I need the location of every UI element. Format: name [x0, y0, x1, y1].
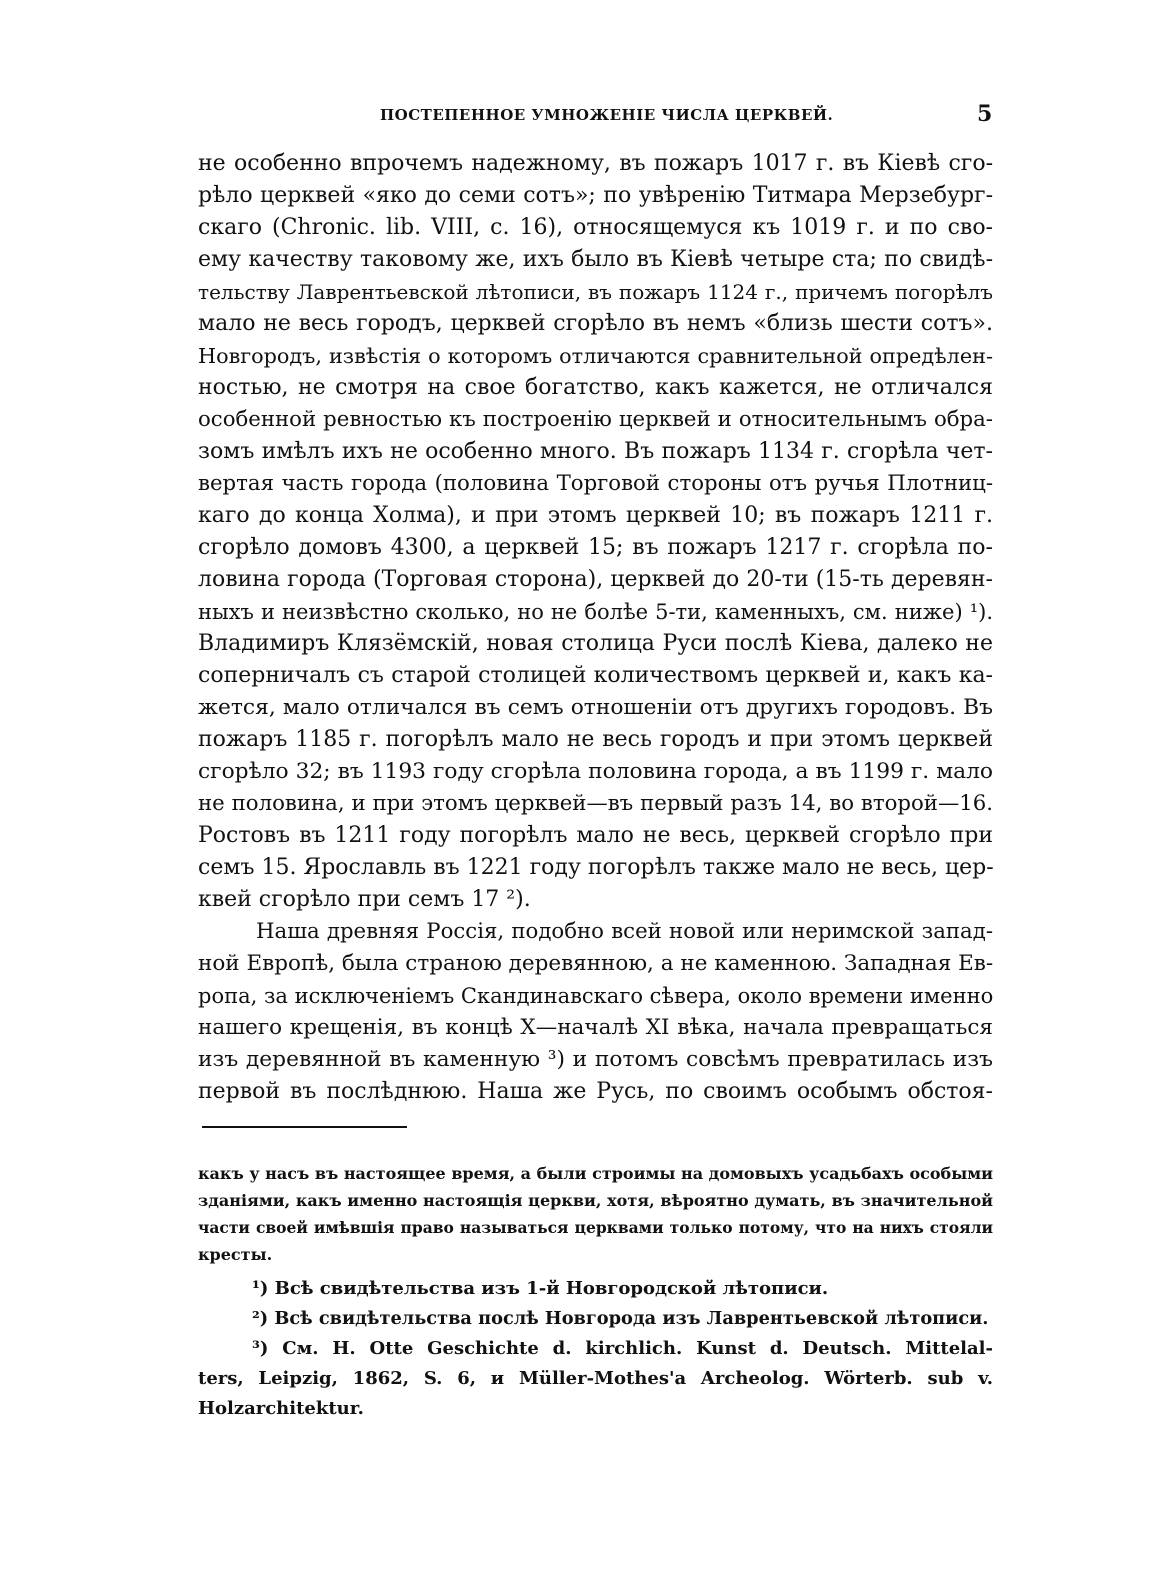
text-line: сгорѣло 32; въ 1193 году сгорѣла половина города, а въ 1199 г. мало — [198, 759, 993, 784]
text-line: ной Европѣ, была страною деревянною, а не каменною. Западная Ев- — [198, 951, 994, 976]
text-line: ныхъ и неизвѣстно сколько, но не болѣе 5-ти, каменныхъ, см. ниже) ¹). — [198, 600, 993, 624]
text-line: каго до конца Холма), и при этомъ церквей 10; въ пожаръ 1211 г. — [198, 503, 993, 528]
text-line: семъ 15. Ярославль въ 1221 году погорѣлъ также мало не весь, цер- — [198, 855, 994, 880]
text-line: ловина города (Торговая сторона), церквей до 20-ти (15-ть деревян- — [198, 567, 993, 592]
text-line: Новгородъ, извѣстія о которомъ отличаются сравнительной опредѣлен- — [198, 344, 993, 368]
text-line: первой въ послѣднюю. Наша же Русь, по своимъ особымъ обстоя- — [198, 1079, 993, 1104]
text-line: скаго (Chronic. lib. VIII, c. 16), относящемуся къ 1019 г. и по сво- — [198, 215, 993, 240]
footnote-line: кресты. — [198, 1245, 273, 1264]
text-line: сгорѣло домовъ 4300, а церквей 15; въ пожаръ 1217 г. сгорѣла по- — [198, 535, 993, 560]
text-line: особенной ревностью къ построенію церквей и относительнымъ обра- — [198, 407, 993, 432]
paragraph-first-line: Наша древняя Россія, подобно всей новой или неримской запад- — [256, 919, 993, 944]
footnote-line: какъ у насъ въ настоящее время, а были строимы на домовыхъ усадьбахъ особыми — [198, 1164, 993, 1183]
text-line: квей сгорѣло при семъ 17 ²). — [198, 887, 531, 912]
footnote-line: части своей имѣвшія право называться церквами только потому, что на нихъ стояли — [198, 1218, 993, 1237]
text-line: Владимиръ Клязёмскій, новая столица Руси послѣ Кіева, далеко не — [198, 631, 993, 656]
footnote-2: ²) Всѣ свидѣтельства послѣ Новгорода изъ Лаврентьевской лѣтописи. — [252, 1308, 989, 1329]
main-text — [198, 148, 993, 1108]
text-line: рѣло церквей «яко до семи сотъ»; по увѣренію Титмара Мерзебург- — [198, 183, 993, 208]
text-line: жется, мало отличался въ семъ отношеніи отъ другихъ городовъ. Въ — [198, 695, 993, 720]
text-line: тельству Лаврентьевской лѣтописи, въ пожаръ 1124 г., причемъ погорѣлъ — [198, 280, 993, 304]
footnote-1: ¹) Всѣ свидѣтельства изъ 1-й Новгородской лѣтописи. — [252, 1278, 829, 1299]
footnote-divider — [202, 1126, 407, 1128]
text-line: мало не весь городъ, церквей сгорѣло въ немъ «близь шести сотъ». — [198, 311, 993, 336]
footnote-line: Holzarchitektur. — [198, 1398, 364, 1419]
text-line: нашего крещенія, въ концѣ X—началѣ XI вѣка, начала превращаться — [198, 1015, 993, 1040]
text-line: ностью, не смотря на свое богатство, какъ кажется, не отличался — [198, 375, 993, 400]
text-line: ропа, за исключеніемъ Скандинавскаго сѣвера, около времени именно — [198, 984, 994, 1008]
text-line: ему качеству таковому же, ихъ было въ Кіевѣ четыре ста; по свидѣ- — [198, 247, 993, 272]
text-line: соперничалъ съ старой столицей количествомъ церквей и, какъ ка- — [198, 663, 993, 688]
text-line: вертая часть города (половина Торговой стороны отъ ручья Плотниц- — [198, 471, 993, 496]
page-number: 5 — [977, 101, 993, 127]
text-line: изъ деревянной въ каменную ³) и потомъ совсѣмъ превратилась изъ — [198, 1047, 993, 1072]
footnote-3: ³) См. H. Otte Geschichte d. kirchlich. Kunst d. Deutsch. Mittelal- — [252, 1338, 993, 1359]
text-line: не особенно впрочемъ надежному, въ пожаръ 1017 г. въ Кіевѣ сго- — [198, 151, 993, 176]
footnote-line: ters, Leipzig, 1862, S. 6, и Müller-Mothes'a Archeolog. Wörterb. sub v. — [198, 1368, 993, 1389]
text-line: пожаръ 1185 г. погорѣлъ мало не весь городъ и при этомъ церквей — [198, 727, 993, 752]
footnote-line: зданіями, какъ именно настоящія церкви, хотя, вѣроятно думать, въ значительной — [198, 1191, 993, 1210]
text-line: не половина, и при этомъ церквей—въ первый разъ 14, во второй—16. — [198, 791, 993, 816]
text-line: зомъ имѣлъ ихъ не особенно много. Въ пожаръ 1134 г. сгорѣла чет- — [198, 439, 993, 464]
text-line: Ростовъ въ 1211 году погорѣлъ мало не весь, церквей сгорѣло при — [198, 823, 993, 848]
running-title: ПОСТЕПЕННОЕ УМНОЖЕНІЕ ЧИСЛА ЦЕРКВЕЙ. — [380, 106, 834, 124]
footnotes — [198, 1160, 993, 1424]
